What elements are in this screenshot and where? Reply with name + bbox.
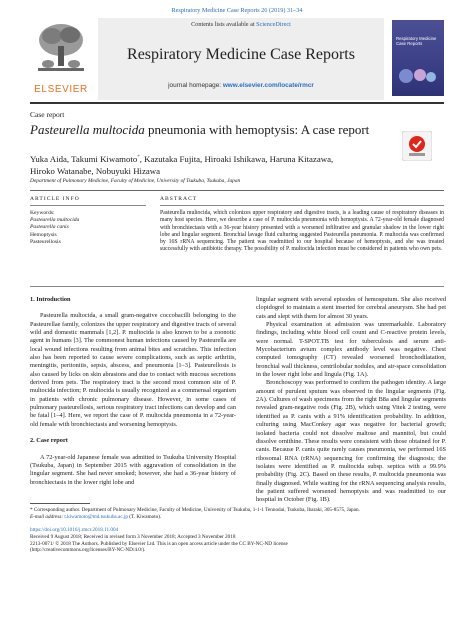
received-dates: Received 9 August 2018; Received in revised form 3 November 2018; Accepted 3 November 2018 <box>30 533 236 540</box>
running-header: Respiratory Medicine Case Reports 26 (2019) 31–34 <box>171 7 303 14</box>
journal-title: Respiratory Medicine Case Reports <box>127 46 355 63</box>
keyword-item: Hemoptysis <box>30 231 57 238</box>
section-heading-case-report: 2. Case report <box>30 437 68 445</box>
affiliation: Department of Pulmonary Medicine, Faculty of Medicine, University of Tsukuba, Tsukuba, Japan <box>30 178 241 184</box>
case-report-paragraph: A 72-year-old Japanese female was admitted to Tsukuba University Hospital (Tsukuba, Japan) in September 2015 with aggravation of consolidation in the lingular segment. She had never smoked; however, she had a 36-year history of bronchiectasis in the lower right lobe and <box>30 453 236 486</box>
header-rule <box>30 102 444 104</box>
email-suffix: (T. Kiwamoto). <box>127 513 162 520</box>
abstract-text: Pasteurella multocida, which colonizes upper respiratory and digestive tracts, is a leading cause of respiratory diseases in many host species. Here, we describe a case of P. multocida pneumonia with hemoptysis. A 72-year-old female diagnosed with bronchiectasis with a 36-year history presented with a worsened infiltrative and granular shadow in the lower right lobe and lingular segment. Bronchial lavage fluid culturing suggested Pasteurella pneumonia. P. multocida was confirmed by 16S rRNA sequencing. The patient was readmitted to our hospital because of hemoptysis, and she was treated successfully with antibiotic therapy. The possibility of P. multocida infection must be considered in patients who own pets. <box>160 210 444 253</box>
bronchoscopy-paragraph: Bronchoscopy was performed to confirm the pathogen identity. A large amount of purulent sputum was observed in the lingular segments (Fig. 2A). Cultures of wash specimens from the right B8a and lingular segments revealed gram-negative rods (Fig. 2B), which using Vitek 2 testing, were identified as P. canis with a 91% identification probability. In addition, culturing using MacConkey agar was negative for bacterial growth; isolated bacteria could not dissolve maltose and mannitol, but could dissolve ornithine. These results were consistent with those obtained for P. canis. Because P. canis quite rarely causes pneumonia, we performed 16S ribosomal RNA (rRNA) sequencing for confirming the diagnosis; the isolates were identified as P. multocida subsp. septica with a 99.9% probability (Fig. 2C). Based on these results, P. multocida pneumonia was finally diagnosed. While waiting for the rRNA sequencing analysis results, the patient suffered worsened hemoptysis and was readmitted to our hospital in October (Fig. 1B). <box>256 379 446 504</box>
body-column-right <box>256 296 446 505</box>
homepage-prefix: journal homepage: <box>168 82 223 89</box>
email-link[interactable]: t.kiwamoto@md.tsukuba.ac.jp <box>64 513 128 520</box>
corresponding-author-note: * Corresponding author. Department of Pulmonary Medicine, Faculty of Medicine, University of Tsukuba, 1-1-1 Tennodai, Tsukuba, Ibaraki, 305-8575, Japan. <box>30 507 360 513</box>
journal-homepage <box>98 82 384 89</box>
title-rest: pneumonia with hemoptysis: A case report <box>144 122 370 137</box>
body-column-left <box>30 296 236 487</box>
section-heading-introduction: 1. Introduction <box>30 296 71 303</box>
elsevier-logo[interactable] <box>30 18 92 100</box>
doi-link[interactable]: https://doi.org/10.1016/j.rmcr.2018.11.004 <box>30 527 119 533</box>
abstract-bottom-rule <box>30 286 444 287</box>
case-continuation-paragraph: lingular segment with several episodes of hemosputum. She also received clopidogrel to maintain a stent inserted for cerebral aneurysm. She had pet cats and slept with them for almost 30 years. <box>256 296 446 320</box>
license-text: 2213-0071/ © 2018 The Authors. Published by Elsevier Ltd. This is an open access article under the CC BY-NC-ND license <box>30 540 288 547</box>
elsevier-tree-icon <box>34 20 88 74</box>
affiliation-rule <box>30 190 444 191</box>
cover-title: Respiratory Medicine Case Reports <box>396 36 437 46</box>
crossmark-icon[interactable] <box>402 131 432 161</box>
footnote-rule <box>30 503 90 504</box>
keyword-item: Pasteurella canis <box>30 224 69 231</box>
cover-graphic-icon <box>396 66 440 86</box>
elsevier-wordmark: ELSEVIER <box>34 84 88 95</box>
article-footer <box>30 527 444 554</box>
corresponding-author-mark[interactable]: * <box>137 155 140 160</box>
journal-masthead <box>30 18 444 100</box>
keywords-block <box>30 210 79 246</box>
article-info-heading: ARTICLE INFO <box>30 196 80 202</box>
authors-first: Yuka Aida, Takumi Kiwamoto <box>30 153 138 164</box>
keyword-item: Pasteurellosis <box>30 238 61 245</box>
introduction-paragraph: Pasteurella multocida, a small gram-negative coccobacilli belonging to the Pasteurellae family, colonizes the upper respiratory and digestive tracts of several wild and domestic mammals [1,2]. P. multocida is also known to be a zoonotic agent in humans [3]. The commonest human infections caused by Pasteurella are local wound infections resulting from animal bites and scratches. This infection also has been reported to cause severe complications, such as septic arthritis, meningitis, peritonitis, sepsis, abscess, and pneumonia [1–3]. Pasteurellosis is also caused by licks on skin abrasions and due to contact with mucous secretions derived from pets. The respiratory tract is the second most common site of P. multocida infection; P. multocida is usually recognized as a commensal organism in patients with chronic pulmonary disease. However, in some cases of pulmonary pasteurellosis, serious respiratory tract infections can develop and can be fatal [1–4]. Here, we report the case of P. multocida pneumonia in a 72-year-old female with bronchiectasis and worsening hemoptysis. <box>30 312 236 428</box>
contents-prefix: Contents lists available at <box>191 21 257 28</box>
email-label: E-mail address: <box>30 513 65 520</box>
journal-cover-thumbnail[interactable] <box>392 20 444 96</box>
article-info-rule <box>30 205 146 206</box>
physical-exam-paragraph: Physical examination at admission was unremarkable. Laboratory findings, including white blood cell count and C-reactive protein levels, were normal. T-SPOT.TB test for tuberculosis and serum anti-Mycobacterium avium complex antibody level was negative. Chest computed tomography (CT) revealed worsened bronchodilatation, bronchial wall thickness, centrilobular nodules, and air-space consolidation in the lower right lobe and lingula (Fig. 1A). <box>256 321 446 379</box>
abstract-heading: ABSTRACT <box>160 196 198 202</box>
footnote <box>30 507 444 521</box>
keyword-item: Pasteurella multocida <box>30 217 80 224</box>
email-line <box>30 514 444 521</box>
contents-line <box>98 21 384 28</box>
article-title <box>30 122 390 138</box>
author-list <box>30 152 390 177</box>
article-type: Case report <box>30 110 65 119</box>
abstract-rule <box>160 205 444 206</box>
license-url[interactable]: (http://creativecommons.org/licenses/BY-NC-ND/4.0/). <box>30 547 146 554</box>
authors-first-rest: , Kazutaka Fujita, Hiroaki Ishikawa, Haruna Kitazawa, <box>139 153 334 164</box>
title-italic: Pasteurella multocida <box>30 122 145 137</box>
masthead-center <box>98 18 384 100</box>
authors-second: Hiroko Watanabe, Nobuyuki Hizawa <box>30 165 161 176</box>
sciencedirect-link[interactable]: ScienceDirect <box>256 21 291 28</box>
keywords-label: Keywords: <box>30 210 55 216</box>
homepage-link[interactable]: www.elsevier.com/locate/rmcr <box>222 82 314 89</box>
